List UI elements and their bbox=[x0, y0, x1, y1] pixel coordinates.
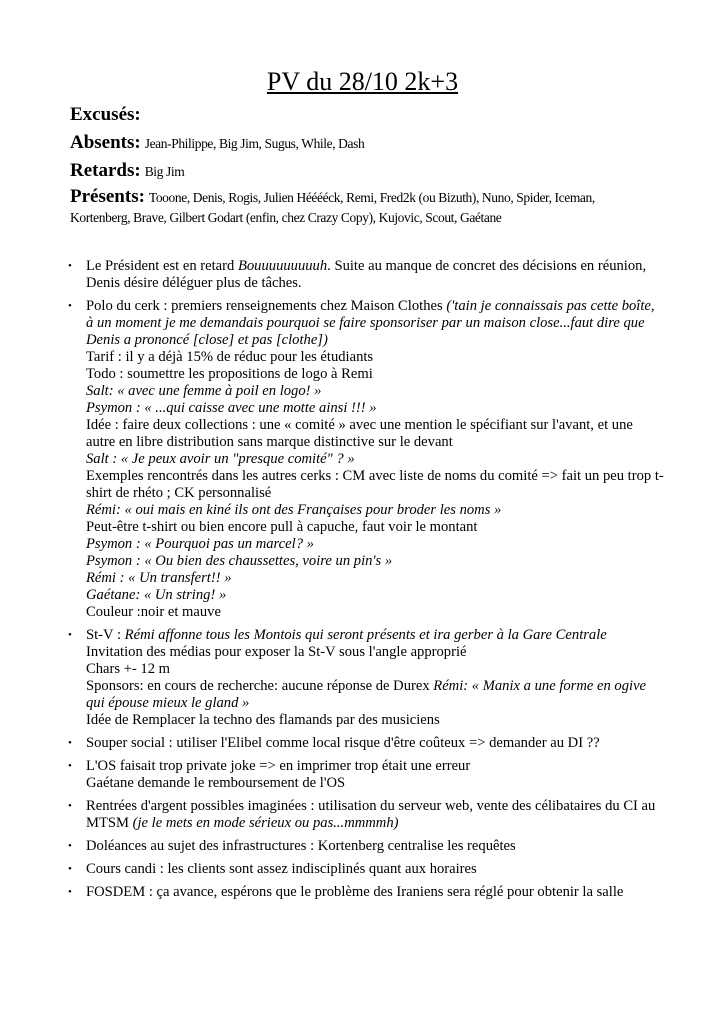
presents-section bbox=[70, 187, 650, 228]
agenda-item bbox=[64, 861, 664, 878]
text: Invitation des médias pour exposer la St-V sous l'angle approprié bbox=[86, 644, 467, 660]
agenda-line bbox=[86, 627, 664, 644]
italic-text: Rémi : « Un transfert!! » bbox=[86, 570, 232, 586]
text: Couleur :noir et mauve bbox=[86, 604, 221, 620]
agenda-line bbox=[86, 570, 664, 587]
excuses-section bbox=[70, 104, 670, 127]
agenda-item bbox=[64, 884, 664, 901]
agenda-line bbox=[86, 258, 664, 292]
agenda-line bbox=[86, 775, 664, 792]
agenda-line bbox=[86, 383, 664, 400]
agenda-line bbox=[86, 536, 664, 553]
italic-text: Rémi: « oui mais en kiné ils ont des Françaises pour broder les noms » bbox=[86, 502, 502, 518]
document-title: PV du 28/10 2k+3 bbox=[266, 67, 459, 96]
text: Polo du cerk : premiers renseignements chez Maison Clothes bbox=[86, 298, 447, 314]
agenda-line bbox=[86, 400, 664, 417]
agenda-line bbox=[86, 758, 664, 775]
agenda-line bbox=[86, 468, 664, 502]
italic-text: Rémi affonne tous les Montois qui seront présents et ira gerber à la Gare Centrale bbox=[124, 627, 607, 643]
agenda-line bbox=[86, 798, 664, 832]
text: Cours candi : les clients sont assez indisciplinés quant aux horaires bbox=[86, 861, 477, 877]
agenda-item bbox=[64, 258, 664, 292]
retards-label: Retards: bbox=[70, 160, 141, 181]
agenda-line bbox=[86, 712, 664, 729]
text: St-V : bbox=[86, 627, 125, 643]
agenda-line bbox=[86, 298, 664, 349]
excuses-label: Excusés: bbox=[70, 104, 141, 125]
retards-value: Big Jim bbox=[144, 164, 185, 179]
italic-text: Salt: « avec une femme à poil en logo! » bbox=[86, 383, 322, 399]
text: Souper social : utiliser l'Elibel comme local risque d'être coûteux => demander au DI ?? bbox=[86, 735, 600, 751]
text: Peut-être t-shirt ou bien encore pull à capuche, faut voir le montant bbox=[86, 519, 478, 535]
italic-text: Gaétane: « Un string! » bbox=[86, 587, 227, 603]
agenda-line bbox=[86, 678, 664, 712]
text: FOSDEM : ça avance, espérons que le problème des Iraniens sera réglé pour obtenir la salle bbox=[86, 884, 624, 900]
agenda-line bbox=[86, 417, 664, 451]
text: Le Président est en retard bbox=[86, 258, 238, 274]
text: Sponsors: en cours de recherche: aucune réponse de Durex bbox=[86, 678, 434, 694]
agenda-line bbox=[86, 604, 664, 621]
agenda-line bbox=[86, 661, 664, 678]
agenda-line bbox=[86, 838, 664, 855]
absents-value: Jean-Philippe, Big Jim, Sugus, While, Dash bbox=[144, 136, 365, 151]
italic-text: ('tain je connaissais pas cette boîte, à un moment je me demandais pourquoi se faire sponsoriser par un maison close...faut dire que Denis a prononcé [close] et pas [clothe]) bbox=[86, 298, 655, 348]
agenda-line bbox=[86, 366, 664, 383]
agenda-line bbox=[86, 553, 664, 570]
italic-text: Bouuuuuuuuuh bbox=[237, 258, 328, 274]
text: Todo : soumettre les propositions de logo à Remi bbox=[86, 366, 373, 382]
text: Rentrées d'argent possibles imaginées : utilisation du serveur web, vente des célibataires du CI au MTSM bbox=[86, 798, 656, 831]
italic-text: Psymon : « Pourquoi pas un marcel? » bbox=[86, 536, 314, 552]
agenda-item bbox=[64, 758, 664, 792]
italic-text: Psymon : « Ou bien des chaussettes, voire un pin's » bbox=[86, 553, 393, 569]
absents-label: Absents: bbox=[70, 132, 141, 153]
italic-text: Psymon : « ...qui caisse avec une motte ainsi !!! » bbox=[86, 400, 377, 416]
agenda-list bbox=[64, 258, 664, 907]
presents-value: Tooone, Denis, Rogis, Julien Hééééck, Remi, Fred2k (ou Bizuth), Nuno, Spider, Iceman, Kortenberg, Brave, Gilbert Godart (enfin, chez Crazy Copy), Kujovic, Scout, Gaétane bbox=[70, 190, 595, 225]
text: Idée de Remplacer la techno des flamands par des musiciens bbox=[86, 712, 440, 728]
agenda-item bbox=[64, 298, 664, 621]
italic-text: Salt : « Je peux avoir un "presque comité" ? » bbox=[86, 451, 355, 467]
agenda-line bbox=[86, 587, 664, 604]
agenda-item bbox=[64, 627, 664, 729]
italic-text: Rémi: « Manix a une forme en ogive qui épouse mieux le gland » bbox=[86, 678, 647, 711]
agenda-line bbox=[86, 884, 664, 901]
text: L'OS faisait trop private joke => en imprimer trop était une erreur bbox=[86, 758, 471, 774]
agenda-line bbox=[86, 502, 664, 519]
italic-text: (je le mets en mode sérieux ou pas...mmmmh) bbox=[132, 815, 399, 831]
text: Tarif : il y a déjà 15% de réduc pour les étudiants bbox=[86, 349, 374, 365]
text: Gaétane demande le remboursement de l'OS bbox=[86, 775, 346, 791]
presents-label: Présents: bbox=[70, 186, 145, 207]
retards-section bbox=[70, 160, 670, 183]
absents-section bbox=[70, 132, 670, 155]
agenda-item bbox=[64, 798, 664, 832]
agenda-line bbox=[86, 451, 664, 468]
text: Doléances au sujet des infrastructures : Kortenberg centralise les requêtes bbox=[86, 838, 516, 854]
text: . Suite au manque de concret des décisions en réunion, Denis désire déléguer plus de tâches. bbox=[86, 258, 647, 291]
agenda-item bbox=[64, 838, 664, 855]
agenda-item bbox=[64, 735, 664, 752]
agenda-line bbox=[86, 735, 664, 752]
agenda-line bbox=[86, 519, 664, 536]
text: Idée : faire deux collections : une « comité » avec une mention le spécifiant sur l'avant, et une autre en libre distribution sans marque distinctive sur le devant bbox=[86, 417, 633, 450]
text: Chars +- 12 m bbox=[86, 661, 171, 677]
text: Exemples rencontrés dans les autres cerks : CM avec liste de noms du comité => fait un peu trop t-shirt de rhéto ; CK personnalisé bbox=[86, 468, 664, 501]
agenda-line bbox=[86, 861, 664, 878]
agenda-line bbox=[86, 644, 664, 661]
agenda-line bbox=[86, 349, 664, 366]
